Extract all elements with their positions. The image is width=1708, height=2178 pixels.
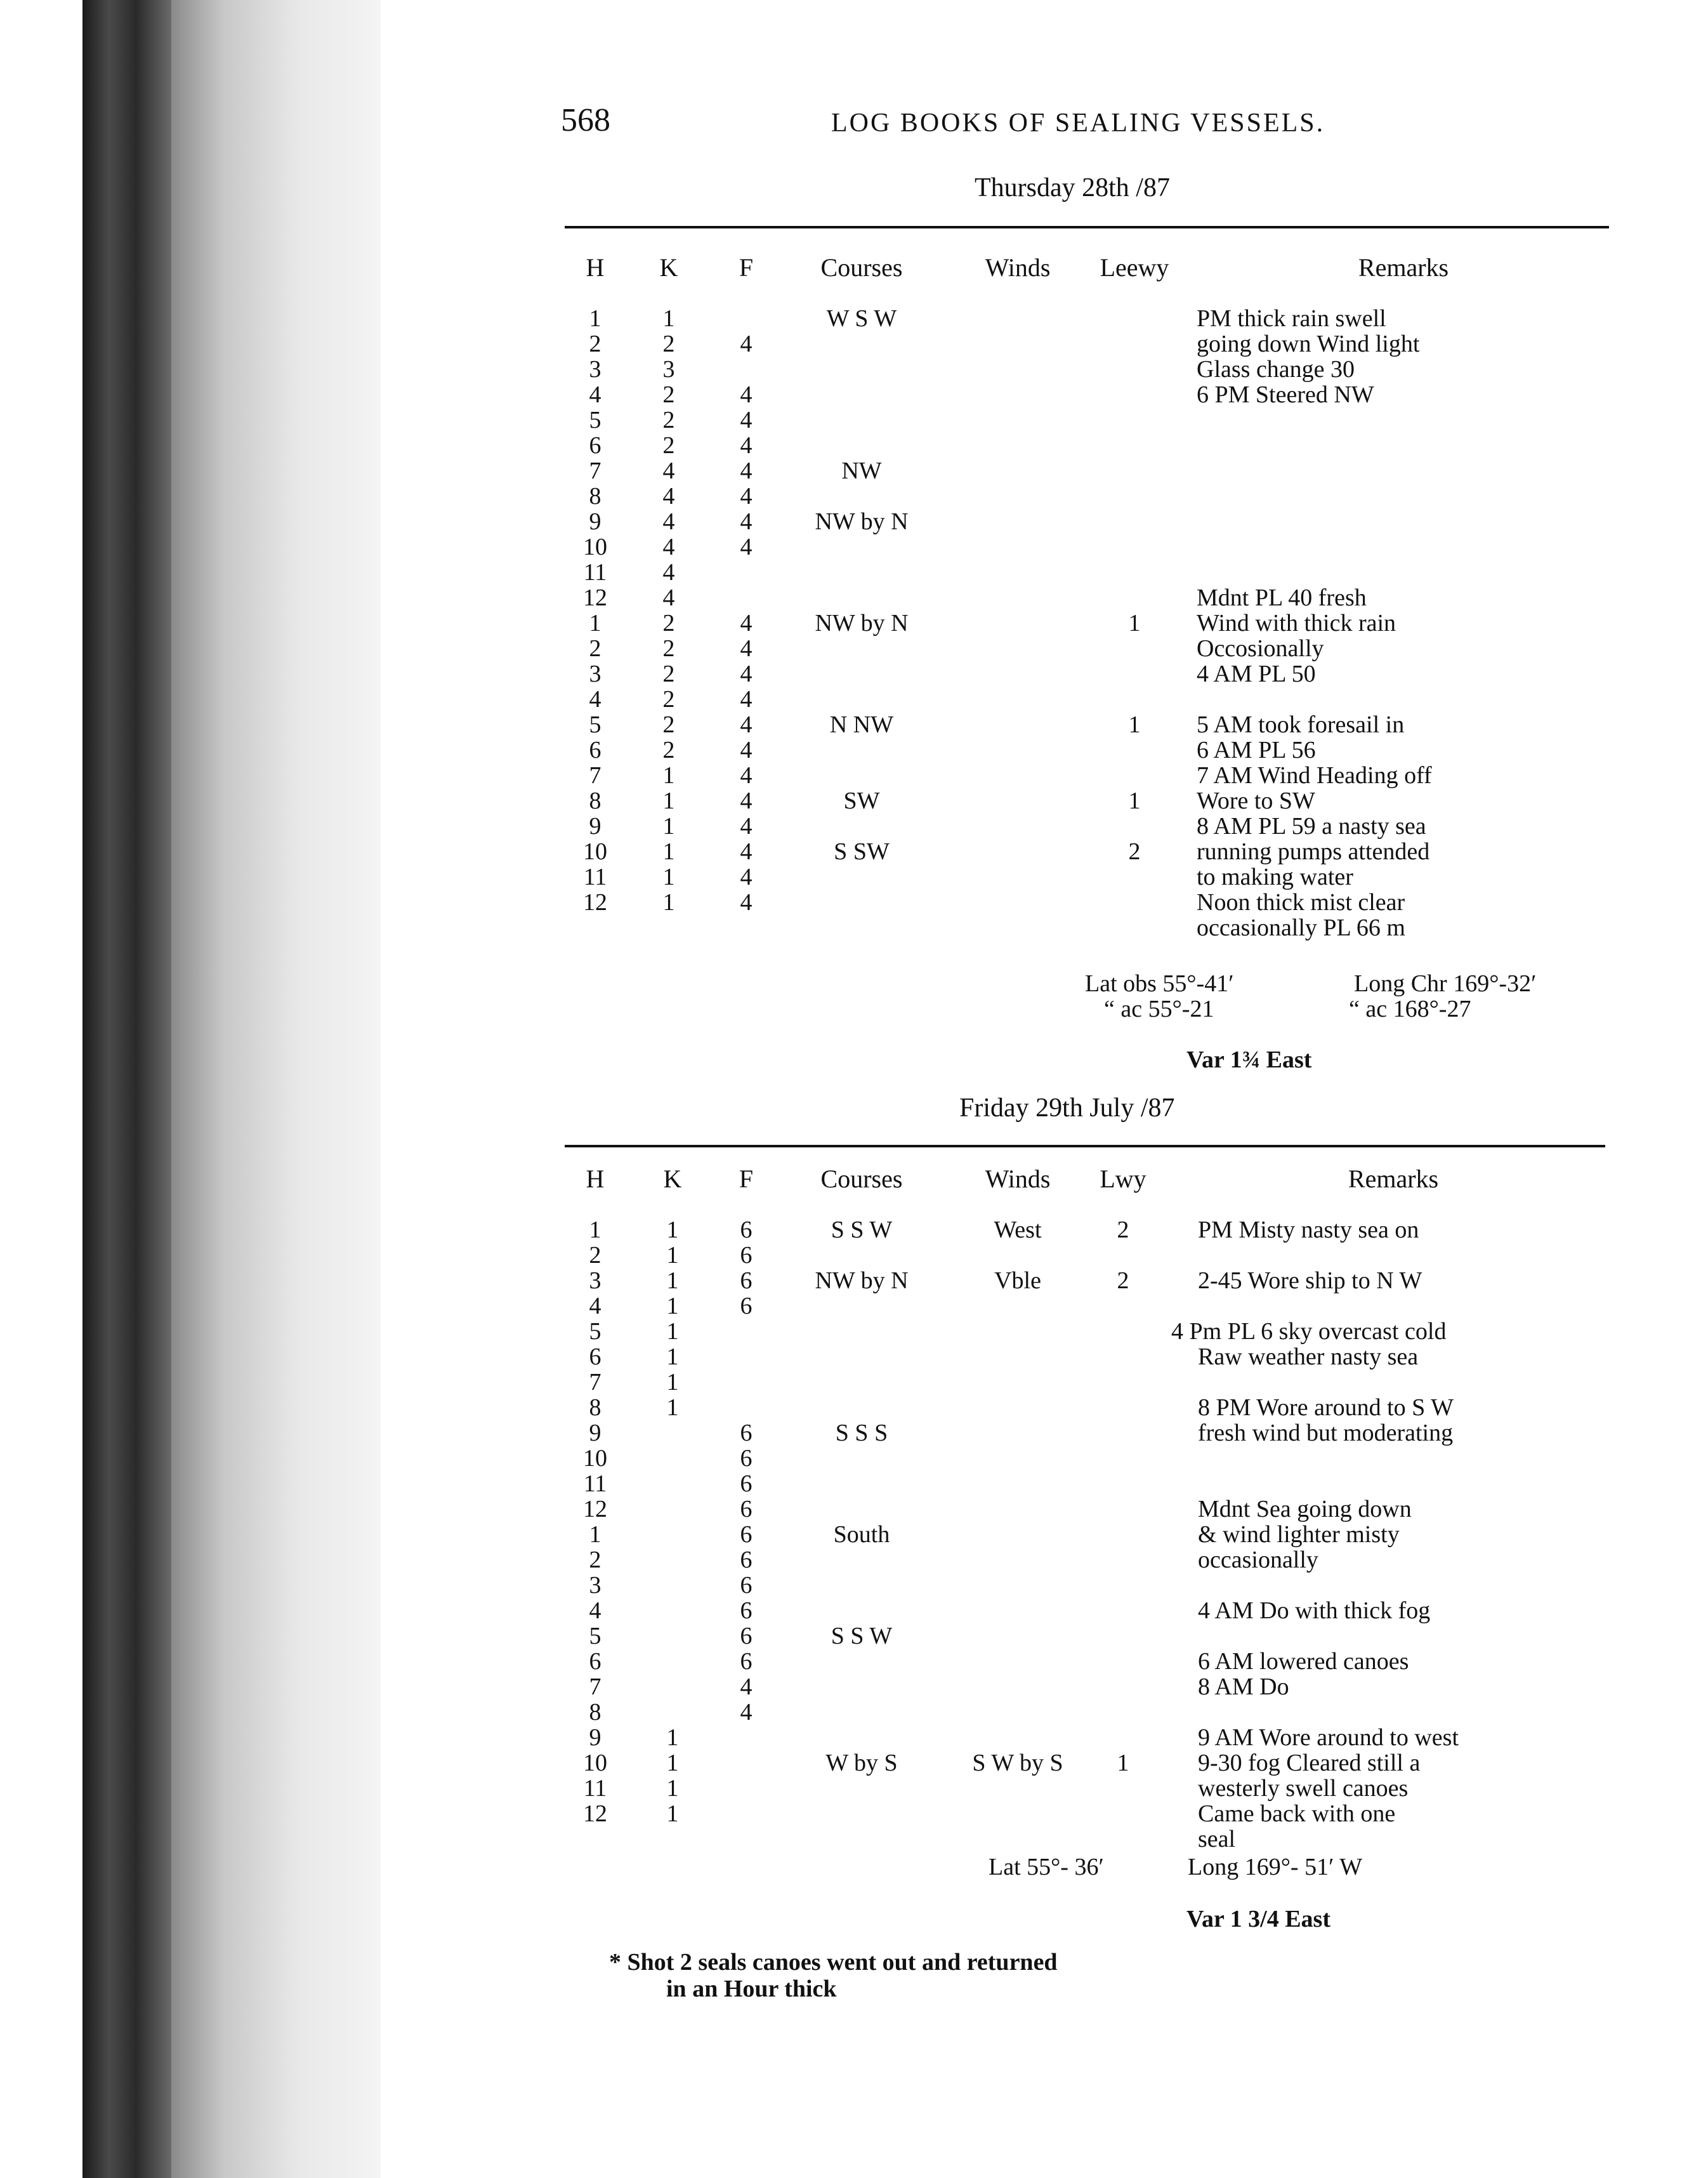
day2-hours-cell: 9 (589, 1420, 601, 1446)
day1-courses-cell: N NW (829, 711, 894, 738)
day2-fathoms-cell: 6 (740, 1470, 752, 1497)
day1-remark-line: Glass change 30 (1197, 356, 1355, 383)
day1-knots-cell: 2 (662, 432, 675, 459)
day1-col-leeway: Leewy (1100, 253, 1169, 282)
day1-col-winds: Winds (985, 253, 1051, 282)
day2-courses-cell: W by S (825, 1750, 898, 1776)
day2-long: Long 169°- 51′ W (1188, 1854, 1363, 1880)
day1-knots-cell: 4 (662, 458, 675, 484)
day1-hours-cell: 1 (589, 305, 601, 332)
day2-col-knots: K (663, 1165, 682, 1193)
day1-hours-cell: 7 (589, 458, 601, 484)
day2-remark-line: 2-45 Wore ship to N W (1198, 1267, 1422, 1294)
day2-courses-cell: NW by N (815, 1267, 909, 1294)
day1-knots-cell: 2 (662, 331, 675, 357)
day2-remark-line: seal (1198, 1826, 1236, 1852)
day2-winds-cell: S W by S (972, 1750, 1063, 1776)
day1-knots-cell: 2 (662, 610, 675, 637)
day1-knots-cell: 2 (662, 686, 675, 713)
day2-remark-line: 4 Pm PL 6 sky overcast cold (1171, 1318, 1447, 1345)
day2-remark-line: westerly swell canoes (1198, 1775, 1409, 1802)
day1-remark-line: 4 AM PL 50 (1197, 661, 1316, 687)
day2-hours-cell: 11 (583, 1470, 607, 1497)
day2-hours-cell: 10 (583, 1750, 607, 1776)
day1-remark-line: 7 AM Wind Heading off (1197, 762, 1432, 789)
day1-hours-cell: 7 (589, 762, 601, 789)
day1-remark-line: 6 AM PL 56 (1197, 737, 1316, 763)
day2-col-winds: Winds (985, 1165, 1051, 1193)
day2-remark-line: Mdnt Sea going down (1198, 1496, 1412, 1522)
day2-lat: Lat 55°- 36′ (989, 1854, 1104, 1880)
day2-hours-cell: 7 (589, 1673, 601, 1700)
day1-knots-cell: 4 (662, 559, 675, 586)
day1-hours-cell: 11 (583, 559, 607, 586)
day2-col-hour: H (586, 1165, 605, 1193)
day1-hours-cell: 12 (583, 584, 607, 611)
day1-hours-cell: 4 (589, 686, 601, 713)
day2-knots-cell: 1 (666, 1267, 679, 1294)
day1-knots-cell: 1 (662, 813, 675, 840)
day2-winds-cell: West (994, 1217, 1042, 1243)
day1-fathoms-cell: 4 (740, 889, 752, 916)
day1-remark-line: Wore to SW (1197, 788, 1315, 814)
day2-remark-line: fresh wind but moderating (1198, 1420, 1454, 1446)
day2-winds-cell: Vble (994, 1267, 1041, 1294)
day1-knots-cell: 1 (662, 762, 675, 789)
day1-hours-cell: 11 (583, 864, 607, 890)
day2-courses-cell: South (833, 1521, 890, 1548)
day2-col-remarks: Remarks (1348, 1165, 1439, 1193)
day1-knots-cell: 1 (662, 864, 675, 890)
day1-fathoms-cell: 4 (740, 381, 752, 408)
day2-knots-cell: 1 (666, 1318, 679, 1345)
day2-knots-cell: 1 (666, 1750, 679, 1776)
day1-leeway-cell: 1 (1128, 788, 1141, 814)
running-head: LOG BOOKS OF SEALING VESSELS. (831, 109, 1325, 138)
day2-heading: Friday 29th July /87 (959, 1093, 1175, 1123)
day1-fathoms-cell: 4 (740, 864, 752, 890)
day2-hours-cell: 6 (589, 1648, 601, 1675)
day1-fathoms-cell: 4 (740, 737, 752, 763)
day1-leeway-cell: 1 (1128, 610, 1141, 637)
day2-remark-line: PM Misty nasty sea on (1198, 1217, 1419, 1243)
day1-fathoms-cell: 4 (740, 458, 752, 484)
footnote-line-2: in an Hour thick (666, 1976, 837, 2002)
day2-hours-cell: 12 (583, 1800, 607, 1827)
day2-fathoms-cell: 6 (740, 1572, 752, 1599)
day1-fathoms-cell: 4 (740, 508, 752, 535)
day1-fathoms-cell: 4 (740, 762, 752, 789)
day1-remark-line: occasionally PL 66 m (1197, 914, 1405, 941)
day1-hours-cell: 2 (589, 331, 601, 357)
day1-remark-line: Wind with thick rain (1197, 610, 1396, 637)
day2-fathoms-cell: 6 (740, 1597, 752, 1624)
day2-knots-cell: 1 (666, 1217, 679, 1243)
day2-hours-cell: 12 (583, 1496, 607, 1522)
day1-hours-cell: 5 (589, 711, 601, 738)
day2-variation: Var 1 3/4 East (1186, 1906, 1330, 1932)
day2-hours-cell: 4 (589, 1597, 601, 1624)
day2-remark-line: 8 PM Wore around to S W (1198, 1394, 1454, 1421)
day2-hours-cell: 9 (589, 1724, 601, 1751)
day2-hours-cell: 8 (589, 1699, 601, 1726)
day1-courses-cell: NW (841, 458, 882, 484)
day2-fathoms-cell: 6 (740, 1445, 752, 1472)
day2-fathoms-cell: 6 (740, 1547, 752, 1573)
day2-remark-line: occasionally (1198, 1547, 1318, 1573)
day2-courses-cell: S S W (831, 1217, 893, 1243)
day1-remark-line: Occosionally (1197, 635, 1324, 662)
day1-long-ac: “ ac 168°-27 (1349, 996, 1471, 1022)
day2-remark-line: Raw weather nasty sea (1198, 1343, 1419, 1370)
day2-fathoms-cell: 4 (740, 1699, 752, 1726)
day1-hours-cell: 8 (589, 788, 601, 814)
day1-knots-cell: 4 (662, 534, 675, 560)
day1-fathoms-cell: 4 (740, 661, 752, 687)
day1-knots-cell: 3 (662, 356, 675, 383)
day2-fathoms-cell: 6 (740, 1267, 752, 1294)
day1-remark-line: 6 PM Steered NW (1197, 381, 1374, 408)
day1-remark-line: running pumps attended (1197, 838, 1430, 865)
day2-hours-cell: 5 (589, 1623, 601, 1649)
day1-remark-line: Mdnt PL 40 fresh (1197, 584, 1367, 611)
day2-remark-line: 4 AM Do with thick fog (1198, 1597, 1431, 1624)
day1-hours-cell: 3 (589, 356, 601, 383)
day1-knots-cell: 2 (662, 407, 675, 433)
day2-knots-cell: 1 (666, 1293, 679, 1319)
day2-hours-cell: 7 (589, 1369, 601, 1396)
day1-fathoms-cell: 4 (740, 838, 752, 865)
day1-knots-cell: 1 (662, 305, 675, 332)
day1-hours-cell: 3 (589, 661, 601, 687)
day1-knots-cell: 1 (662, 788, 675, 814)
day1-remark-line: Noon thick mist clear (1197, 889, 1405, 916)
day1-hours-cell: 10 (583, 838, 607, 865)
day2-courses-cell: S S W (831, 1623, 893, 1649)
day1-hours-cell: 12 (583, 889, 607, 916)
day2-remark-line: 6 AM lowered canoes (1198, 1648, 1409, 1675)
footnote-line-1: * Shot 2 seals canoes went out and returned (609, 1949, 1058, 1976)
day1-remark-line: going down Wind light (1197, 331, 1420, 357)
day1-col-knots: K (659, 253, 678, 282)
day2-knots-cell: 1 (666, 1724, 679, 1751)
day2-hours-cell: 3 (589, 1267, 601, 1294)
day1-fathoms-cell: 4 (740, 813, 752, 840)
day2-hours-cell: 11 (583, 1775, 607, 1802)
day1-fathoms-cell: 4 (740, 331, 752, 357)
day2-hours-cell: 8 (589, 1394, 601, 1421)
day1-remark-line: 5 AM took foresail in (1197, 711, 1405, 738)
day1-hours-cell: 6 (589, 737, 601, 763)
day1-lat-obs: Lat obs 55°-41′ (1085, 970, 1234, 997)
day1-col-fathoms: F (739, 253, 754, 282)
day1-fathoms-cell: 4 (740, 407, 752, 433)
day1-hours-cell: 2 (589, 635, 601, 662)
day2-hours-cell: 3 (589, 1572, 601, 1599)
day2-col-courses: Courses (820, 1165, 903, 1193)
day1-fathoms-cell: 4 (740, 534, 752, 560)
day1-fathoms-cell: 4 (740, 788, 752, 814)
day2-remark-line: 8 AM Do (1198, 1673, 1289, 1700)
day2-remark-line: Came back with one (1198, 1800, 1396, 1827)
day2-fathoms-cell: 6 (740, 1293, 752, 1319)
day2-knots-cell: 1 (666, 1343, 679, 1370)
day2-fathoms-cell: 6 (740, 1242, 752, 1269)
day1-rule (565, 226, 1609, 228)
day1-remark-line: PM thick rain swell (1197, 305, 1386, 332)
day1-knots-cell: 2 (662, 737, 675, 763)
day1-courses-cell: W S W (826, 305, 897, 332)
day2-fathoms-cell: 4 (740, 1673, 752, 1700)
day1-hours-cell: 9 (589, 813, 601, 840)
day1-fathoms-cell: 4 (740, 610, 752, 637)
day2-courses-cell: S S S (835, 1420, 888, 1446)
day2-leeway-cell: 1 (1117, 1750, 1129, 1776)
day2-fathoms-cell: 6 (740, 1420, 752, 1446)
day1-fathoms-cell: 4 (740, 635, 752, 662)
day2-hours-cell: 1 (589, 1217, 601, 1243)
day2-knots-cell: 1 (666, 1800, 679, 1827)
day1-long-chr: Long Chr 169°-32′ (1354, 970, 1537, 997)
day1-fathoms-cell: 4 (740, 711, 752, 738)
day2-rule (565, 1145, 1605, 1147)
day2-hours-cell: 4 (589, 1293, 601, 1319)
day2-hours-cell: 5 (589, 1318, 601, 1345)
day1-heading: Thursday 28th /87 (975, 173, 1170, 202)
day1-col-hour: H (586, 253, 605, 282)
day2-col-fathoms: F (739, 1165, 754, 1193)
day2-knots-cell: 1 (666, 1775, 679, 1802)
day1-knots-cell: 2 (662, 381, 675, 408)
day1-courses-cell: S SW (834, 838, 890, 865)
day1-fathoms-cell: 4 (740, 686, 752, 713)
page-number: 568 (561, 102, 610, 138)
day1-courses-cell: SW (843, 788, 880, 814)
day2-leeway-cell: 2 (1117, 1267, 1129, 1294)
day1-knots-cell: 1 (662, 889, 675, 916)
day2-hours-cell: 2 (589, 1547, 601, 1573)
day1-hours-cell: 5 (589, 407, 601, 433)
day1-remark-line: to making water (1197, 864, 1353, 890)
day2-hours-cell: 2 (589, 1242, 601, 1269)
day2-knots-cell: 1 (666, 1394, 679, 1421)
day2-fathoms-cell: 6 (740, 1521, 752, 1548)
day2-hours-cell: 6 (589, 1343, 601, 1370)
day1-remark-line: 8 AM PL 59 a nasty sea (1197, 813, 1426, 840)
day2-remark-line: 9 AM Wore around to west (1198, 1724, 1459, 1751)
day2-fathoms-cell: 6 (740, 1496, 752, 1522)
day1-courses-cell: NW by N (815, 610, 909, 637)
day1-col-remarks: Remarks (1358, 253, 1449, 282)
day1-knots-cell: 2 (662, 661, 675, 687)
day2-hours-cell: 10 (583, 1445, 607, 1472)
day1-knots-cell: 4 (662, 508, 675, 535)
day2-knots-cell: 1 (666, 1369, 679, 1396)
day2-fathoms-cell: 6 (740, 1648, 752, 1675)
day2-leeway-cell: 2 (1117, 1217, 1129, 1243)
day2-hours-cell: 1 (589, 1521, 601, 1548)
day1-hours-cell: 4 (589, 381, 601, 408)
day2-knots-cell: 1 (666, 1242, 679, 1269)
day1-knots-cell: 4 (662, 483, 675, 510)
day2-fathoms-cell: 6 (740, 1623, 752, 1649)
day1-hours-cell: 1 (589, 610, 601, 637)
day1-variation: Var 1¾ East (1186, 1046, 1312, 1073)
day1-knots-cell: 4 (662, 584, 675, 611)
day2-fathoms-cell: 6 (740, 1217, 752, 1243)
day1-leeway-cell: 1 (1128, 711, 1141, 738)
day1-fathoms-cell: 4 (740, 483, 752, 510)
day1-hours-cell: 6 (589, 432, 601, 459)
day2-col-leeway: Lwy (1100, 1165, 1146, 1193)
day1-knots-cell: 2 (662, 711, 675, 738)
day1-col-courses: Courses (820, 253, 903, 282)
day2-remark-line: & wind lighter misty (1198, 1521, 1400, 1548)
day1-leeway-cell: 2 (1128, 838, 1141, 865)
day2-remark-line: 9-30 fog Cleared still a (1198, 1750, 1421, 1776)
day1-hours-cell: 9 (589, 508, 601, 535)
day1-knots-cell: 1 (662, 838, 675, 865)
day1-courses-cell: NW by N (815, 508, 909, 535)
day1-fathoms-cell: 4 (740, 432, 752, 459)
day1-knots-cell: 2 (662, 635, 675, 662)
day1-lat-ac: “ ac 55°-21 (1104, 996, 1214, 1022)
day1-hours-cell: 8 (589, 483, 601, 510)
day1-hours-cell: 10 (583, 534, 607, 560)
